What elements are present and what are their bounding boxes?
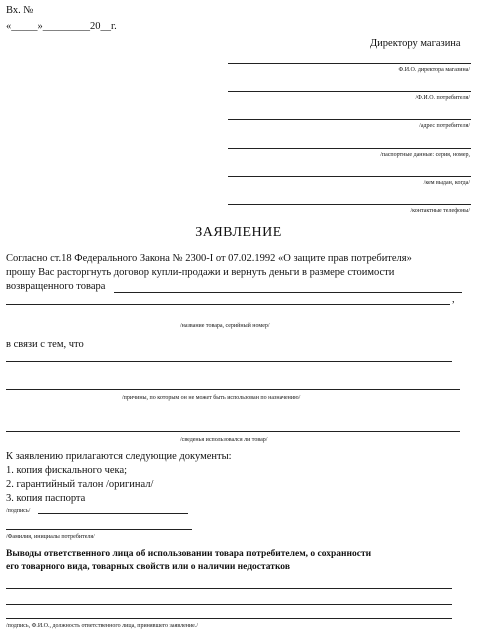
body-line-3: возвращенного товара <box>6 281 106 292</box>
document-item-1: 1. копия фискального чека; <box>6 465 128 476</box>
field-line-consumer-initials[interactable] <box>6 529 192 530</box>
caption-reasons: /причины, по которым он не может быть использован по назначению/ <box>122 395 301 401</box>
final-caption: /подпись, Ф.И.О., должность ответственного лица, принявшего заявление./ <box>6 623 199 629</box>
field-line-issued[interactable] <box>228 176 471 177</box>
field-line-passport[interactable] <box>228 148 471 149</box>
name-caption: /Фамилия, инициалы потребителя/ <box>6 534 95 540</box>
signature-caption: /подпись/ <box>6 508 31 514</box>
caption-passport: /паспортные данные: серия, номер, <box>380 152 470 158</box>
field-line-conclusions-2[interactable] <box>6 604 452 605</box>
document-title: ЗАЯВЛЕНИЕ <box>195 225 282 240</box>
caption-issued: /кем выдан, когда/ <box>423 180 470 186</box>
field-line-reason-2[interactable] <box>6 389 460 390</box>
caption-phones: /контактные телефоны/ <box>410 208 470 214</box>
field-line-director[interactable] <box>228 63 471 64</box>
body-line-1: Согласно ст.18 Федерального Закона № 2300-I от 07.02.1992 «О защите прав потребителя» <box>6 253 412 264</box>
field-line-consumer-name[interactable] <box>228 91 471 92</box>
caption-consumer-name: /Ф.И.О. потребителя/ <box>415 95 470 101</box>
field-line-phones[interactable] <box>228 204 471 205</box>
field-line-conclusions-3[interactable] <box>6 618 452 619</box>
field-line-signature[interactable] <box>38 513 188 514</box>
field-line-used[interactable] <box>6 431 460 432</box>
conclusions-line-1: Выводы ответственного лица об использовании товара потребителем, о сохранности <box>6 549 372 559</box>
field-line-conclusions-1[interactable] <box>6 588 452 589</box>
field-line-product-inline[interactable] <box>114 292 462 293</box>
document-item-2: 2. гарантийный талон /оригинал/ <box>6 479 154 490</box>
date-line: «_____»_________20__г. <box>6 21 117 32</box>
caption-used: /сведенья использовался ли товар/ <box>180 437 268 443</box>
field-line-product[interactable] <box>6 304 450 305</box>
document-item-3: 3. копия паспорта <box>6 493 86 504</box>
attached-intro: К заявлению прилагаются следующие документы: <box>6 451 232 462</box>
field-line-address[interactable] <box>228 119 471 120</box>
comma: , <box>452 294 455 305</box>
caption-address: /адрес потребителя/ <box>419 123 470 129</box>
conclusions-line-2: его товарного вида, товарных свойств или о наличии недостатков <box>6 562 290 572</box>
incoming-number-label: Вх. № <box>6 5 34 16</box>
caption-product: /название товара, серийный номер/ <box>180 323 270 329</box>
field-line-reason-1[interactable] <box>6 361 452 362</box>
because-label: в связи с тем, что <box>6 339 84 350</box>
addressee: Директору магазина <box>370 38 461 49</box>
body-line-2: прошу Вас расторгнуть договор купли-продажи и вернуть деньги в размере стоимости <box>6 267 395 278</box>
caption-director: Ф.И.О. директора магазина/ <box>398 67 470 73</box>
